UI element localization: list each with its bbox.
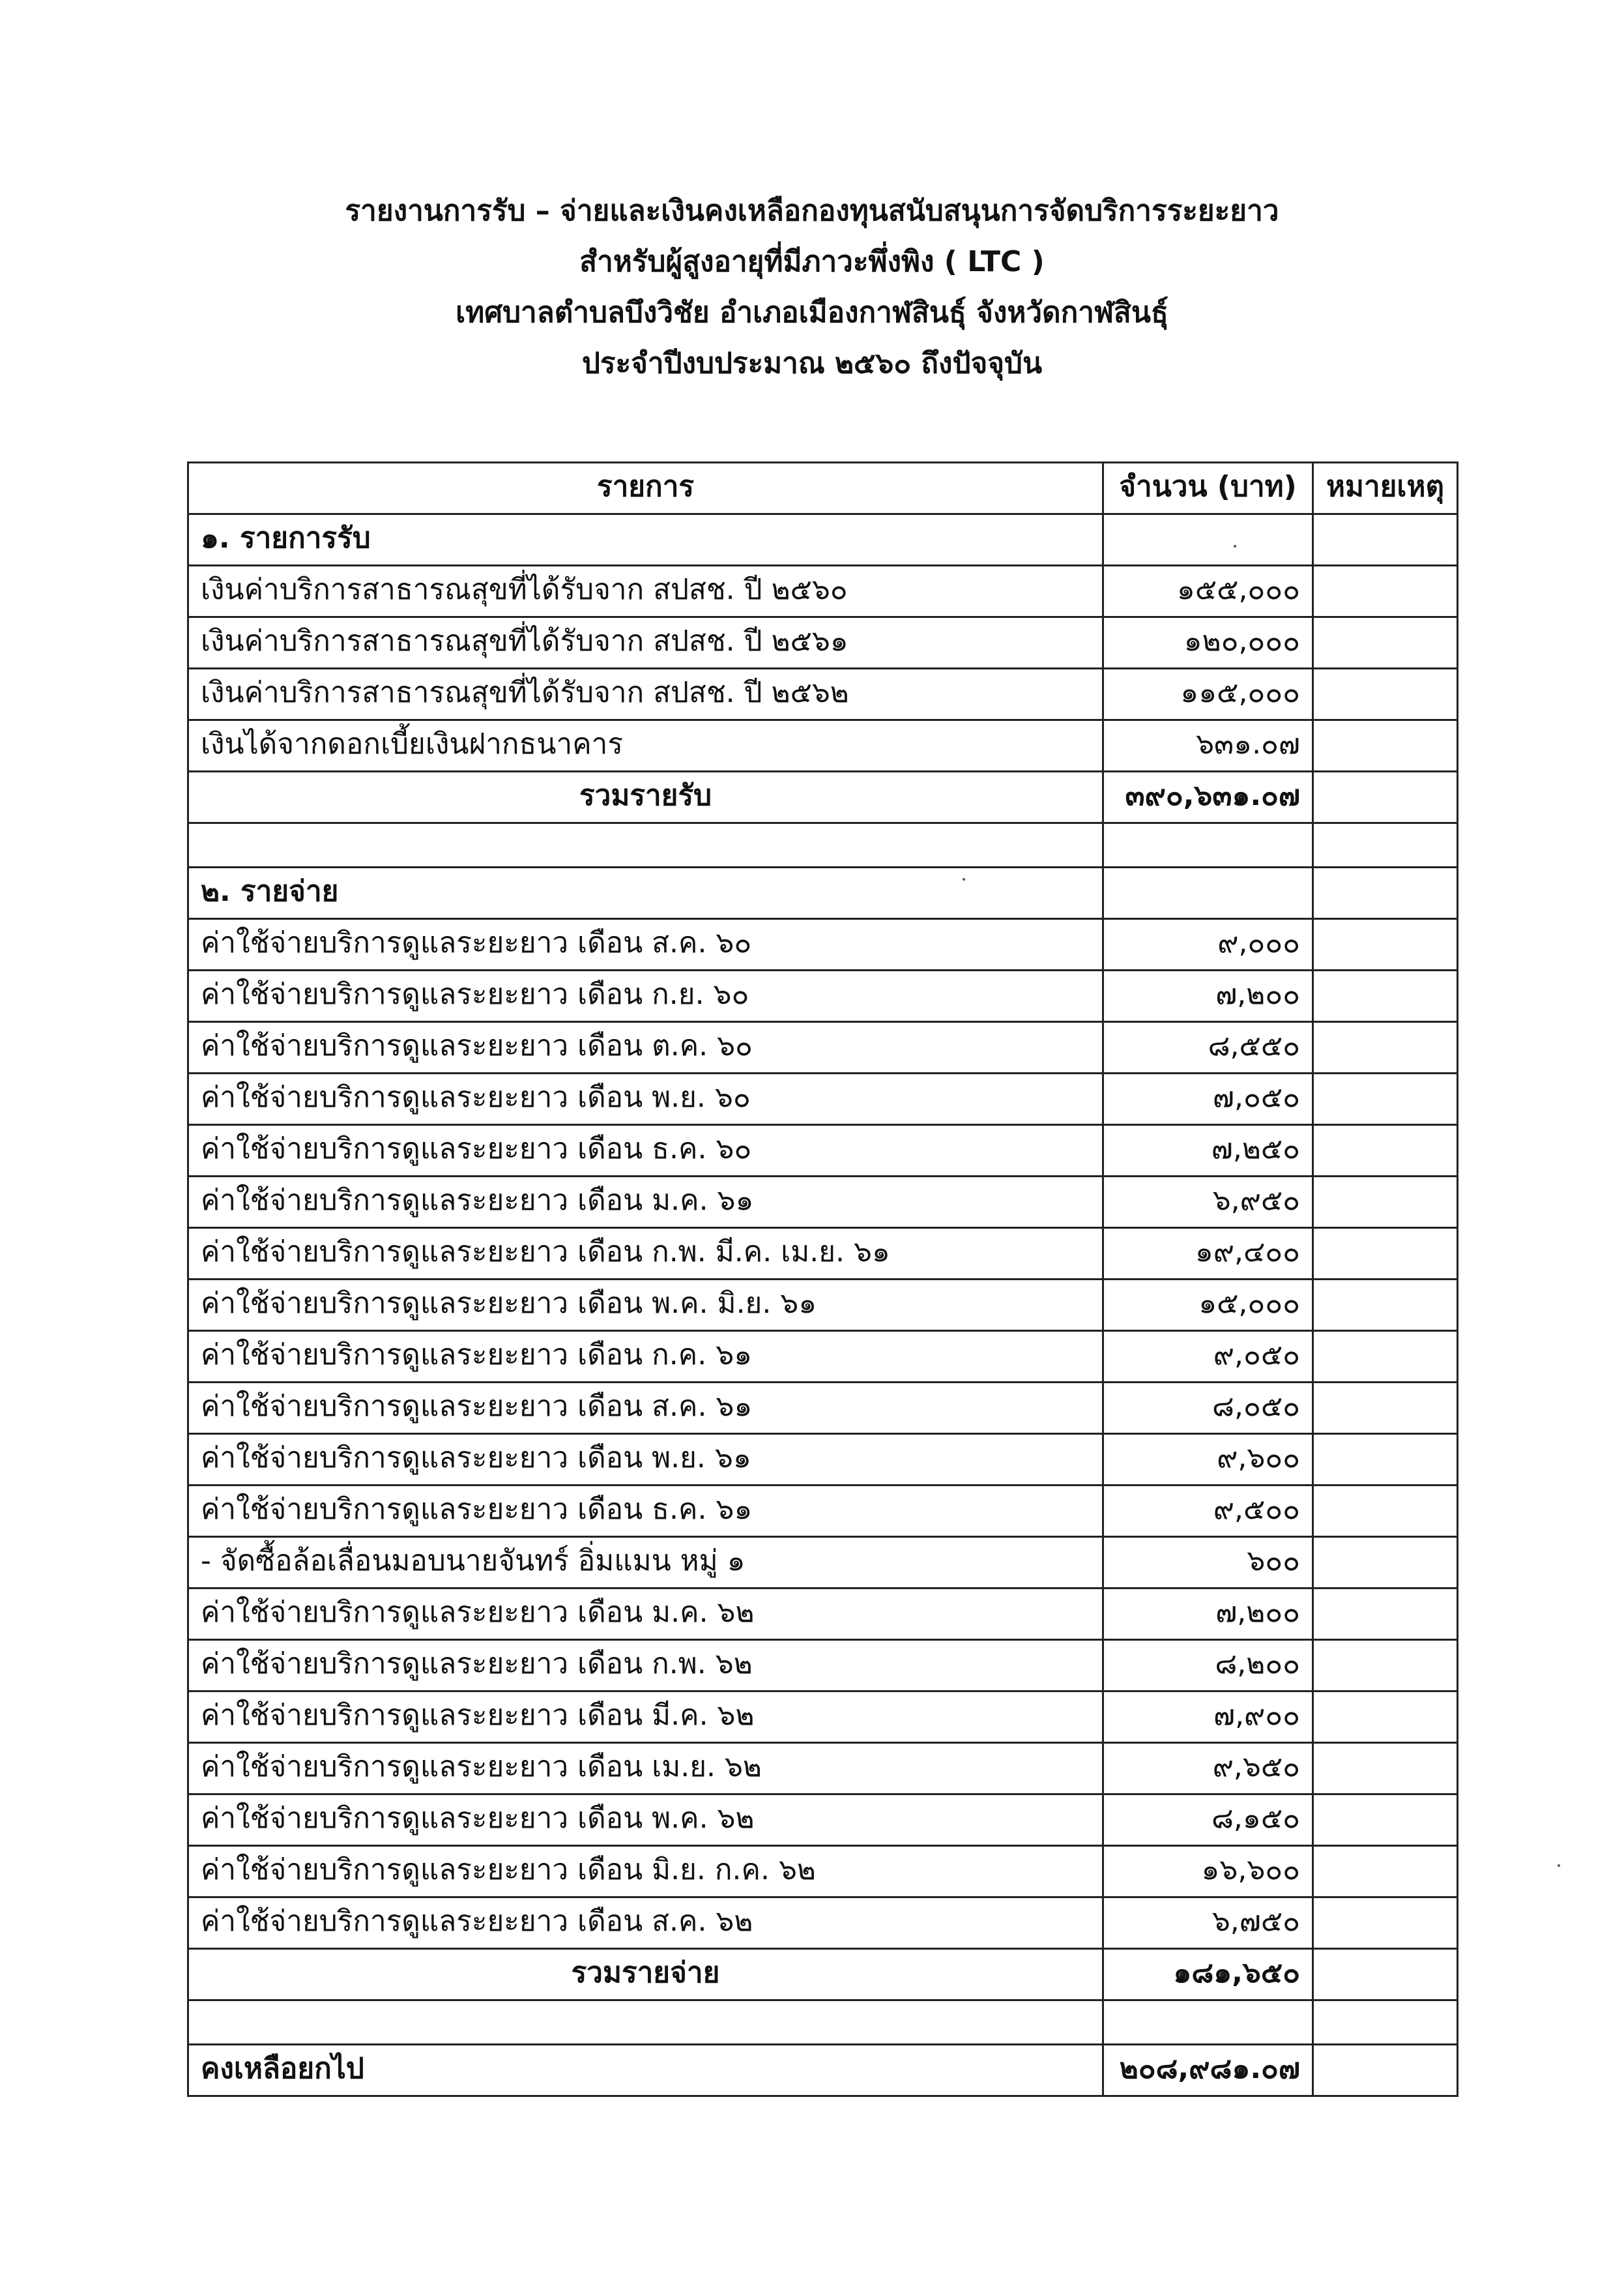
balance-amount: ๒๐๘,๙๘๑.๐๗ (1103, 2045, 1313, 2096)
note-cell (1313, 1434, 1458, 1486)
note-cell (1313, 1074, 1458, 1125)
income-row (188, 669, 1458, 720)
expense-row (188, 1897, 1458, 1949)
item-cell: ค่าใช้จ่ายบริการดูแลระยะยาว เดือน ก.พ. ๖๒ (188, 1640, 1103, 1691)
empty-cell (1313, 514, 1458, 566)
note-cell (1313, 1691, 1458, 1743)
item-cell: ค่าใช้จ่ายบริการดูแลระยะยาว เดือน ก.ย. ๖๐ (188, 971, 1103, 1022)
note-cell (1313, 2045, 1458, 2096)
income-row (188, 566, 1458, 617)
expense-section-label: ๒. รายจ่าย (188, 868, 1103, 919)
expense-row (188, 1228, 1458, 1280)
scan-speck (1234, 545, 1236, 548)
note-cell (1313, 868, 1458, 919)
amount-cell: ๗,๒๐๐ (1103, 971, 1313, 1022)
empty-cell (1103, 514, 1313, 566)
amount-cell: ๑๖,๖๐๐ (1103, 1846, 1313, 1897)
income-total-row (188, 772, 1458, 823)
income-row (188, 720, 1458, 772)
expense-row (188, 1537, 1458, 1589)
item-cell: เงินค่าบริการสาธารณสุขที่ได้รับจาก สปสช. ปี ๒๕๖๐ (188, 566, 1103, 617)
note-cell (1313, 971, 1458, 1022)
expense-row (188, 971, 1458, 1022)
note-cell (1313, 1486, 1458, 1537)
note-cell (1313, 1743, 1458, 1794)
note-cell (1313, 772, 1458, 823)
header-note: หมายเหตุ (1313, 463, 1458, 514)
expense-row (188, 1434, 1458, 1486)
amount-cell: ๖๓๑.๐๗ (1103, 720, 1313, 772)
expense-row (188, 1177, 1458, 1228)
balance-row (188, 2045, 1458, 2096)
income-row (188, 617, 1458, 669)
note-cell (1313, 566, 1458, 617)
title-line-2: สำหรับผู้สูงอายุที่มีภาวะพึ่งพิง ( LTC ) (579, 245, 1045, 278)
title-line-4: ประจำปีงบประมาณ ๒๕๖๐ ถึงปัจจุบัน (581, 347, 1043, 380)
note-cell (1313, 1125, 1458, 1177)
amount-cell: ๖,๙๕๐ (1103, 1177, 1313, 1228)
report-title (0, 186, 1624, 389)
note-cell (1313, 720, 1458, 772)
item-cell: - จัดซื้อล้อเลื่อนมอบนายจันทร์ อิ่มแมน หมู่ ๑ (188, 1537, 1103, 1589)
empty-cell (188, 2000, 1103, 2045)
item-cell: ค่าใช้จ่ายบริการดูแลระยะยาว เดือน ก.พ. มี.ค. เม.ย. ๖๑ (188, 1228, 1103, 1280)
blank-row (188, 823, 1458, 868)
empty-cell (1103, 2000, 1313, 2045)
item-cell: ค่าใช้จ่ายบริการดูแลระยะยาว เดือน พ.ค. ๖๒ (188, 1794, 1103, 1846)
note-cell (1313, 919, 1458, 971)
empty-cell (1103, 868, 1313, 919)
item-cell: เงินได้จากดอกเบี้ยเงินฝากธนาคาร (188, 720, 1103, 772)
amount-cell: ๑๕๕,๐๐๐ (1103, 566, 1313, 617)
item-cell: ค่าใช้จ่ายบริการดูแลระยะยาว เดือน ธ.ค. ๖๑ (188, 1486, 1103, 1537)
note-cell (1313, 1177, 1458, 1228)
empty-cell (188, 823, 1103, 868)
note-cell (1313, 1022, 1458, 1074)
note-cell (1313, 1280, 1458, 1331)
expense-row (188, 919, 1458, 971)
expense-total-label: รวมรายจ่าย (188, 1949, 1103, 2000)
item-cell: ค่าใช้จ่ายบริการดูแลระยะยาว เดือน พ.ค. มิ.ย. ๖๑ (188, 1280, 1103, 1331)
amount-cell: ๗,๙๐๐ (1103, 1691, 1313, 1743)
item-cell: ค่าใช้จ่ายบริการดูแลระยะยาว เดือน ส.ค. ๖๐ (188, 919, 1103, 971)
amount-cell: ๑๑๕,๐๐๐ (1103, 669, 1313, 720)
income-total-amount: ๓๙๐,๖๓๑.๐๗ (1103, 772, 1313, 823)
note-cell (1313, 1794, 1458, 1846)
blank-row (188, 2000, 1458, 2045)
amount-cell: ๘,๑๕๐ (1103, 1794, 1313, 1846)
table-header-row (188, 463, 1458, 514)
note-cell (1313, 823, 1458, 868)
expense-row (188, 1383, 1458, 1434)
note-cell (1313, 669, 1458, 720)
expense-total-amount: ๑๘๑,๖๕๐ (1103, 1949, 1313, 2000)
item-cell: เงินค่าบริการสาธารณสุขที่ได้รับจาก สปสช. ปี ๒๕๖๑ (188, 617, 1103, 669)
title-line-3: เทศบาลตำบลบึงวิชัย อำเภอเมืองกาฬสินธุ์ จังหวัดกาฬสินธุ์ (456, 296, 1168, 329)
amount-cell: ๘,๐๕๐ (1103, 1383, 1313, 1434)
expense-row (188, 1022, 1458, 1074)
expense-row (188, 1846, 1458, 1897)
expense-row (188, 1280, 1458, 1331)
scan-speck (1558, 1864, 1560, 1867)
note-cell (1313, 1846, 1458, 1897)
title-line-1: รายงานการรับ – จ่ายและเงินคงเหลือกองทุนสนับสนุนการจัดบริการระยะยาว (345, 194, 1279, 227)
note-cell (1313, 1383, 1458, 1434)
note-cell (1313, 1640, 1458, 1691)
expense-row (188, 1743, 1458, 1794)
note-cell (1313, 1949, 1458, 2000)
item-cell: ค่าใช้จ่ายบริการดูแลระยะยาว เดือน พ.ย. ๖๐ (188, 1074, 1103, 1125)
amount-cell: ๖,๗๕๐ (1103, 1897, 1313, 1949)
header-amount: จำนวน (บาท) (1103, 463, 1313, 514)
expense-row (188, 1794, 1458, 1846)
note-cell (1313, 1331, 1458, 1383)
amount-cell: ๑๙,๔๐๐ (1103, 1228, 1313, 1280)
amount-cell: ๙,๐๐๐ (1103, 919, 1313, 971)
expense-row (188, 1691, 1458, 1743)
item-cell: ค่าใช้จ่ายบริการดูแลระยะยาว เดือน ก.ค. ๖๑ (188, 1331, 1103, 1383)
balance-label: คงเหลือยกไป (188, 2045, 1103, 2096)
item-cell: ค่าใช้จ่ายบริการดูแลระยะยาว เดือน เม.ย. ๖๒ (188, 1743, 1103, 1794)
item-cell: ค่าใช้จ่ายบริการดูแลระยะยาว เดือน ธ.ค. ๖๐ (188, 1125, 1103, 1177)
income-total-label: รวมรายรับ (188, 772, 1103, 823)
expense-total-row (188, 1949, 1458, 2000)
amount-cell: ๗,๒๕๐ (1103, 1125, 1313, 1177)
amount-cell: ๙,๕๐๐ (1103, 1486, 1313, 1537)
expense-row (188, 1589, 1458, 1640)
income-section-row (188, 514, 1458, 566)
note-cell (1313, 1537, 1458, 1589)
item-cell: ค่าใช้จ่ายบริการดูแลระยะยาว เดือน ต.ค. ๖๐ (188, 1022, 1103, 1074)
expense-row (188, 1125, 1458, 1177)
item-cell: ค่าใช้จ่ายบริการดูแลระยะยาว เดือน ส.ค. ๖๒ (188, 1897, 1103, 1949)
item-cell: เงินค่าบริการสาธารณสุขที่ได้รับจาก สปสช. ปี ๒๕๖๒ (188, 669, 1103, 720)
expense-section-row (188, 868, 1458, 919)
expense-row (188, 1074, 1458, 1125)
amount-cell: ๙,๐๕๐ (1103, 1331, 1313, 1383)
item-cell: ค่าใช้จ่ายบริการดูแลระยะยาว เดือน ส.ค. ๖๑ (188, 1383, 1103, 1434)
note-cell (1313, 2000, 1458, 2045)
income-section-label: ๑. รายการรับ (188, 514, 1103, 566)
amount-cell: ๑๒๐,๐๐๐ (1103, 617, 1313, 669)
item-cell: ค่าใช้จ่ายบริการดูแลระยะยาว เดือน พ.ย. ๖๑ (188, 1434, 1103, 1486)
note-cell (1313, 1589, 1458, 1640)
note-cell (1313, 1228, 1458, 1280)
header-item: รายการ (188, 463, 1103, 514)
amount-cell: ๖๐๐ (1103, 1537, 1313, 1589)
note-cell (1313, 1897, 1458, 1949)
note-cell (1313, 617, 1458, 669)
item-cell: ค่าใช้จ่ายบริการดูแลระยะยาว เดือน มิ.ย. ก.ค. ๖๒ (188, 1846, 1103, 1897)
scan-speck (963, 878, 965, 881)
expense-row (188, 1331, 1458, 1383)
item-cell: ค่าใช้จ่ายบริการดูแลระยะยาว เดือน ม.ค. ๖๒ (188, 1589, 1103, 1640)
amount-cell: ๗,๐๕๐ (1103, 1074, 1313, 1125)
amount-cell: ๙,๖๕๐ (1103, 1743, 1313, 1794)
amount-cell: ๑๕,๐๐๐ (1103, 1280, 1313, 1331)
amount-cell: ๘,๒๐๐ (1103, 1640, 1313, 1691)
item-cell: ค่าใช้จ่ายบริการดูแลระยะยาว เดือน มี.ค. ๖๒ (188, 1691, 1103, 1743)
amount-cell: ๘,๕๕๐ (1103, 1022, 1313, 1074)
item-cell: ค่าใช้จ่ายบริการดูแลระยะยาว เดือน ม.ค. ๖๑ (188, 1177, 1103, 1228)
expense-row (188, 1486, 1458, 1537)
income-expense-table (187, 461, 1458, 2097)
amount-cell: ๙,๖๐๐ (1103, 1434, 1313, 1486)
amount-cell: ๗,๒๐๐ (1103, 1589, 1313, 1640)
expense-row (188, 1640, 1458, 1691)
empty-cell (1103, 823, 1313, 868)
